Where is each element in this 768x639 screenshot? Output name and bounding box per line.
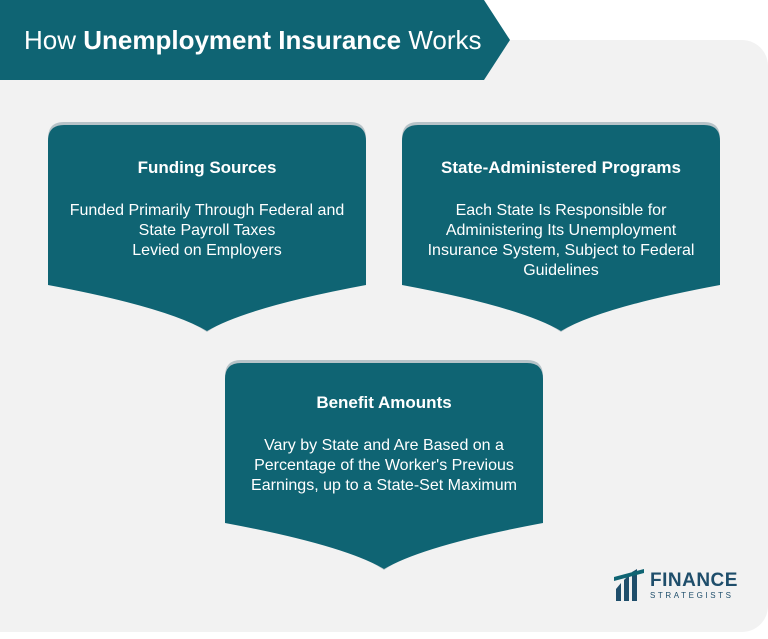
logo-tagline: STRATEGISTS (650, 591, 734, 600)
card-title: State-Administered Programs (441, 158, 681, 177)
logo-name: FINANCE (650, 570, 738, 591)
card-description: Each State Is Responsible for Administering Its Unemployment Insurance System, Subject to Federal Guidelines (427, 202, 695, 279)
card-title: Benefit Amounts (316, 393, 452, 412)
logo-mark-icon (614, 569, 648, 603)
card-description: Vary by State and Are Based on a Percentage of the Worker's Previous Earnings, up to a State-Set Maximum (251, 437, 517, 494)
card-title: Funding Sources (137, 158, 277, 177)
card-state-administered-programs (402, 118, 720, 332)
page-title: How Unemployment Insurance Works (24, 25, 482, 55)
card-funding-sources (48, 118, 366, 332)
card-benefit-amounts (225, 356, 543, 570)
finance-strategists-logo (614, 569, 744, 603)
card-description: Funded Primarily Through Federal and State Payroll Taxes Levied on Employers (69, 202, 345, 259)
